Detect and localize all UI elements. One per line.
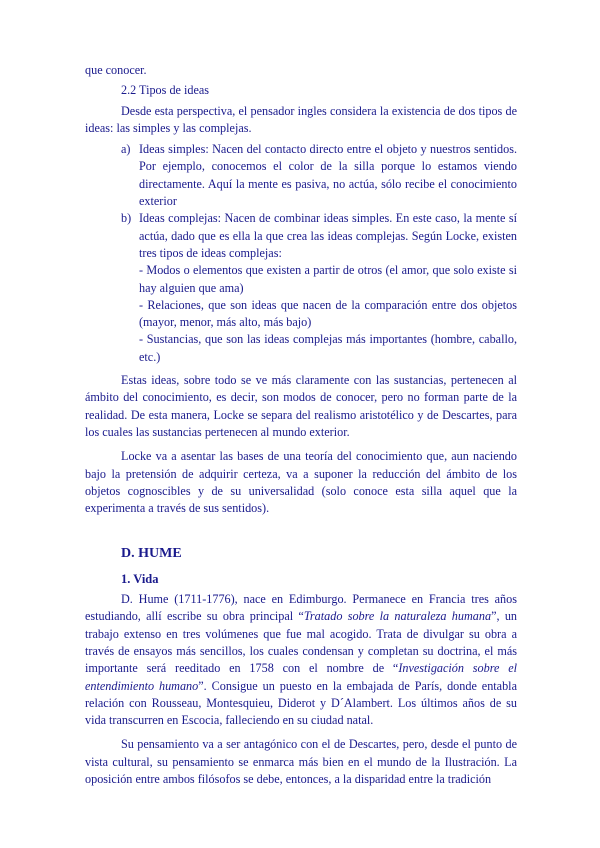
list-item-content [139,210,517,366]
title-tratado: Tratado sobre la naturaleza humana [303,609,492,624]
ideas-list [85,141,517,366]
paragraph-hume-vida [85,591,517,729]
sub-item-relaciones: - Relaciones, que son ideas que nacen de la comparación entre dos objetos (mayor, menor, más alto, más bajo) [139,297,517,330]
list-item-ideas-complejas [85,210,517,366]
paragraph-estas-ideas: Estas ideas, sobre todo se ve más claramente con las sustancias, pertenecen al ámbito del conocimiento, es decir, son modos de conocer, pero no forman parte de la realidad. De esta manera, Locke se separa del realismo aristotélico y de Descartes, para los cuales las sustancias pertenecen al mundo exterior. [85,373,517,439]
hume-text-c: ”, un trabajo extenso en tres volúmenes que fue mal acogido. Trata de divulgar su obra a través de ensayos más sencillos, los cuales condensan y completan su doctrina, el más importante será reeditado en 1758 con el nombre de “ [85,609,518,676]
list-item-ideas-simples [85,141,517,210]
hume-text-a: D. Hume (1711-1776), nace en Edimburgo. Permanece en Francia tres años estudiando, allí escribe su obra principal “ [85,592,517,624]
list-item-text: Ideas simples: Nacen del contacto directo entre el objeto y nuestros sentidos. Por ejemplo, conocemos el color de la silla porque lo estamos viendo directamente. Aquí la mente es pasiva, no actúa, sólo recibe el conocimiento exterior [139,142,517,209]
document-body [85,62,517,788]
sub-item-modos: - Modos o elementos que existen a partir de otros (el amor, que solo existe si hay alguien que ama) [139,263,517,295]
hume-text-e: ”. Consigue un puesto en la embajada de París, donde entabla relación con Rousseau, Montesquieu, Diderot y D´Alambert. Los últimos años de su vida transcurren en Escocia, falleciendo en su ciudad natal. [85,678,517,728]
intro-line: que conocer. [85,63,147,77]
section-title-hume: D. HUME [121,546,182,562]
list-marker: b) [121,211,132,226]
list-item-text: Ideas complejas: Nacen de combinar ideas simples. En este caso, la mente sí actúa, dado que es ella la que crea las ideas complejas. Según Locke, existen tres tipos de ideas complejas: [139,211,517,260]
list-marker: a) [121,142,131,157]
paragraph-pensamiento: Su pensamiento va a ser antagónico con el de Descartes, pero, desde el punto de vista cultural, su pensamiento se enmarca más bien en el mundo de la Ilustración. La oposición entre ambos filósofos se debe, entonces, a la disparidad entre la tradición [85,737,517,786]
sub-item-sustancias: - Sustancias, que son las ideas complejas más importantes (hombre, caballo, etc.) [139,332,517,364]
paragraph-desde: Desde esta perspectiva, el pensador ingles considera la existencia de dos tipos de ideas: las simples y las complejas. [85,103,517,135]
paragraph-locke: Locke va a asentar las bases de una teoría del conocimiento que, aun naciendo bajo la pretensión de adquirir certeza, va a suponer la reducción del ámbito de los objetos cognoscibles y de su universalidad (solo conoce esta silla aquel que la experimenta a través de sus sentidos). [85,449,517,516]
subsection-title-vida: 1. Vida [121,571,159,586]
subheading-tipos-de-ideas: 2.2 Tipos de ideas [121,83,210,98]
title-investigacion: Investigación sobre el entendimiento humano [85,661,517,693]
